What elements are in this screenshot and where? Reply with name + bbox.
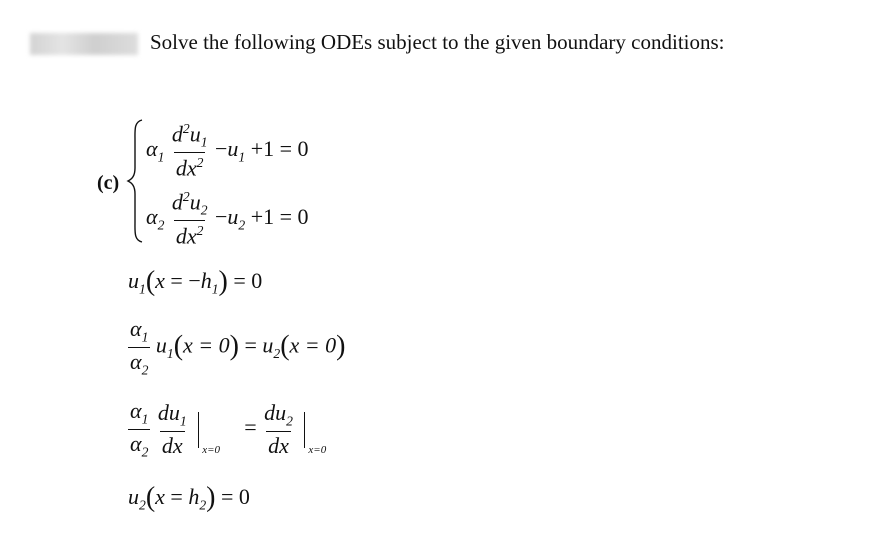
bc3-left-derivative: $\frac{du_1}{dx}$ — [157, 400, 187, 459]
problem-statement: Solve the following ODEs subject to the given boundary conditions: — [150, 30, 725, 54]
bc3-right-derivative: $\frac{du_2}{dx}$ — [264, 400, 293, 459]
evaluation-bar-left: x=0 — [198, 412, 199, 448]
bc3-ratio: $\frac{\alpha_1}{\alpha_2}$ — [130, 398, 149, 460]
ode-1-coef: $\alpha_1$ — [146, 135, 165, 165]
bc2-ratio: $\frac{\alpha_1}{\alpha_2}$ — [130, 316, 149, 378]
boundary-condition-1: $u_1(x = -h_1) = 0$ — [128, 266, 263, 297]
boundary-condition-4: $u_2(x = h_2) = 0$ — [128, 482, 250, 513]
ode-1: $\alpha_1$ $\frac{d^2u_1}{dx^2}$ $-u_1 +1 = 0$ — [146, 121, 309, 181]
ode-1-fraction: $\frac{d^2u_1}{dx^2}$ — [171, 121, 208, 181]
ode-2-coef: $\alpha_2$ — [146, 203, 165, 233]
evaluation-bar-right: x=0 — [304, 412, 305, 448]
boundary-condition-2: $\frac{\alpha_1}{\alpha_2}$ $u_1(x = 0) = u_2(x = 0)$ — [130, 316, 346, 378]
ode-2-fraction: $\frac{d^2u_2}{dx^2}$ — [171, 189, 208, 249]
ode-2: $\alpha_2$ $\frac{d^2u_2}{dx^2}$ $-u_2 +1 = 0$ — [146, 189, 309, 249]
redacted-label — [30, 33, 138, 55]
left-brace-icon — [126, 116, 146, 246]
part-label: (c) — [97, 172, 120, 194]
boundary-condition-3: $\frac{\alpha_1}{\alpha_2}$ $\frac{du_1}{dx}$ x=0 = $\frac{du_2}{dx}$ x=0 — [130, 398, 327, 460]
